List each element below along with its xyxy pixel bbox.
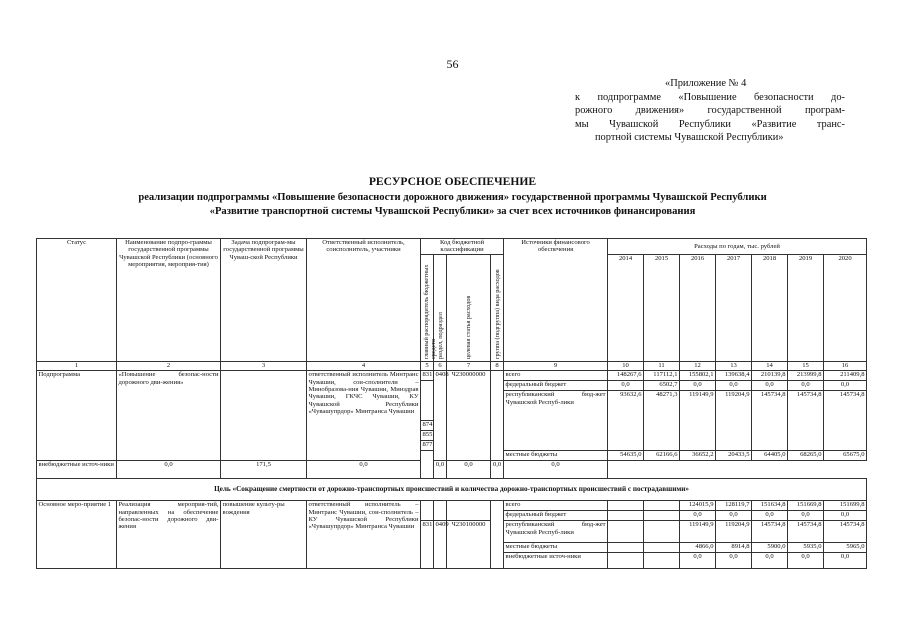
- source-label: внебюджетные источ-ники: [37, 461, 117, 479]
- code-grbs: 874: [421, 421, 434, 431]
- value-cell: 0,0: [824, 553, 867, 569]
- value-cell: [608, 521, 644, 543]
- code-grbs: 877: [421, 441, 434, 451]
- value-cell: 119149,9: [680, 521, 716, 543]
- code-grbs: 831: [421, 521, 434, 569]
- value-cell: 0,0: [716, 553, 752, 569]
- header-code-grbs: главный распорядитель бюджетных средств: [422, 264, 437, 359]
- resource-table: [36, 238, 867, 569]
- value-cell: 0,0: [491, 461, 504, 479]
- value-cell: 0,0: [788, 381, 824, 391]
- header-status: Статус: [37, 239, 117, 362]
- code-grbs: [421, 451, 434, 479]
- value-cell: 0,0: [752, 511, 788, 521]
- value-cell: 8914,8: [716, 543, 752, 553]
- document-subtitle: «Развитие транспортной системы Чувашской Республики» за счет всех источников финансирования: [209, 206, 696, 217]
- source-label: федеральный бюджет: [504, 511, 608, 521]
- row-name: Реализация мероприя-тий, направленных на обеспечение безопас-ности дорожного дви-жения: [117, 501, 221, 569]
- header-year: 2017: [716, 254, 752, 361]
- col-number: 2: [117, 362, 221, 371]
- value-cell: [608, 543, 644, 553]
- col-number: 13: [716, 362, 752, 371]
- source-label: республиканский бюд-жет Чувашской Респуб-лики: [504, 391, 608, 451]
- value-cell: 155802,1: [680, 371, 716, 381]
- col-number: 1: [37, 362, 117, 371]
- code-section: 0409: [434, 521, 447, 569]
- header-task: Задача подпрограм-мы государственной программы Чуваш-ской Республики: [221, 239, 307, 362]
- value-cell: 128119,7: [716, 501, 752, 511]
- value-cell: 64405,0: [752, 451, 788, 461]
- appendix-line: «Приложение № 4: [665, 78, 747, 89]
- goal-row: Цель «Сокращение смертности от дорожно-транспортных происшествий и количества дорожно-транспортных происшествий с пострадавшими»: [37, 479, 867, 501]
- value-cell: 0,0: [680, 553, 716, 569]
- value-cell: 48271,3: [644, 391, 680, 451]
- header-expenses: Расходы по годам, тыс. рублей: [608, 239, 867, 255]
- value-cell: 0,0: [434, 461, 447, 479]
- source-label: всего: [504, 371, 608, 381]
- source-label: внебюджетные источ-ники: [504, 553, 608, 569]
- value-cell: 20433,5: [716, 451, 752, 461]
- row-name: «Повышение безопас-ности дорожного дви-жения»: [117, 371, 221, 461]
- header-code-article: целевая статья расходов: [465, 295, 472, 359]
- header-year: 2014: [608, 254, 644, 361]
- value-cell: 6502,7: [644, 381, 680, 391]
- header-year: 2019: [788, 254, 824, 361]
- col-number: 16: [824, 362, 867, 371]
- code-article: Ч230000000: [447, 371, 491, 461]
- row-status: Основное меро-приятие 1: [37, 501, 117, 569]
- col-number: 12: [680, 362, 716, 371]
- value-cell: 4866,0: [680, 543, 716, 553]
- source-label: республиканский бюд-жет Чувашской Респуб-лики: [504, 521, 608, 543]
- code-grbs: [421, 501, 434, 521]
- value-cell: [608, 511, 644, 521]
- row-responsible: ответственный исполнитель – Минтранс Чувашии, сои-сполнитель – КУ Чувашской Республики «Чувашупрдор» Минтранса Чувашии: [307, 501, 421, 569]
- col-number: 11: [644, 362, 680, 371]
- value-cell: [644, 521, 680, 543]
- code-section: [434, 501, 447, 521]
- appendix-line: рожного движения» государственной програм-: [575, 105, 845, 117]
- document-title: РЕСУРСНОЕ ОБЕСПЕЧЕНИЕ: [368, 175, 537, 188]
- value-cell: 5900,0: [752, 543, 788, 553]
- value-cell: 145734,8: [788, 391, 824, 451]
- col-number: 8: [491, 362, 504, 371]
- value-cell: 145734,8: [824, 521, 867, 543]
- value-cell: [644, 511, 680, 521]
- value-cell: 145734,8: [824, 391, 867, 451]
- value-cell: [608, 553, 644, 569]
- header-name: Наименование подпро-граммы государственной программы Чувашской Республики (основного мероприятия, мероприя-тия): [117, 239, 221, 362]
- value-cell: 62166,6: [644, 451, 680, 461]
- value-cell: 119204,9: [716, 521, 752, 543]
- value-cell: [608, 501, 644, 511]
- value-cell: 0,0: [680, 381, 716, 391]
- header-code-group: группа (подгруппа) вида расходов: [493, 269, 501, 359]
- value-cell: 0,0: [504, 461, 608, 479]
- code-group: [491, 371, 504, 461]
- header-year: 2018: [752, 254, 788, 361]
- value-cell: [644, 501, 680, 511]
- header-year: 2015: [644, 254, 680, 361]
- value-cell: 145734,8: [752, 391, 788, 451]
- code-grbs: [421, 381, 434, 421]
- value-cell: 0,0: [117, 461, 221, 479]
- value-cell: [644, 543, 680, 553]
- appendix-line: к подпрограмме «Повышение безопасности до-: [575, 91, 845, 103]
- col-number: 3: [221, 362, 307, 371]
- source-label: местные бюджеты: [504, 451, 608, 461]
- row-task: повышение культу-ры вождения: [221, 501, 307, 569]
- value-cell: 0,0: [752, 381, 788, 391]
- value-cell: 0,0: [680, 511, 716, 521]
- page-number: 56: [446, 57, 459, 71]
- value-cell: 5965,0: [824, 543, 867, 553]
- value-cell: 151634,8: [752, 501, 788, 511]
- value-cell: 0,0: [824, 511, 867, 521]
- value-cell: 0,0: [447, 461, 491, 479]
- value-cell: 210139,8: [752, 371, 788, 381]
- value-cell: 0,0: [752, 553, 788, 569]
- header-responsible: Ответственный исполнитель, соисполнитель, участники: [307, 239, 421, 362]
- value-cell: 145734,8: [752, 521, 788, 543]
- value-cell: 36652,2: [680, 451, 716, 461]
- col-number: 14: [752, 362, 788, 371]
- row-status: Подпрограмма: [37, 371, 117, 461]
- value-cell: 5935,0: [788, 543, 824, 553]
- col-number: 9: [504, 362, 608, 371]
- code-group: [491, 501, 504, 569]
- value-cell: 171,5: [221, 461, 307, 479]
- value-cell: 124015,9: [680, 501, 716, 511]
- col-number: 4: [307, 362, 421, 371]
- source-label: федеральный бюджет: [504, 381, 608, 391]
- row-task: [221, 371, 307, 461]
- col-number: 15: [788, 362, 824, 371]
- value-cell: 119149,9: [680, 391, 716, 451]
- value-cell: 65675,0: [824, 451, 867, 461]
- value-cell: 0,0: [716, 511, 752, 521]
- header-sources: Источники финансового обеспечения: [504, 239, 608, 362]
- value-cell: 148267,6: [608, 371, 644, 381]
- source-label: всего: [504, 501, 608, 511]
- value-cell: 139638,4: [716, 371, 752, 381]
- code-article: Ч230100000: [447, 521, 491, 569]
- value-cell: 117112,1: [644, 371, 680, 381]
- value-cell: 0,0: [716, 381, 752, 391]
- header-year: 2020: [824, 254, 867, 361]
- code-section: 0408: [434, 371, 447, 461]
- appendix-header: [575, 77, 845, 145]
- col-number: 7: [447, 362, 491, 371]
- value-cell: 0,0: [788, 553, 824, 569]
- header-code-section: раздел, подраздел: [436, 312, 444, 359]
- value-cell: 119204,9: [716, 391, 752, 451]
- value-cell: 93632,6: [608, 391, 644, 451]
- code-grbs: 855: [421, 431, 434, 441]
- value-cell: 0,0: [608, 381, 644, 391]
- row-responsible: ответственный исполнитель Минтранс Чувашии, сои-сполнители – Минобразова-ния Чувашии, Минздрав Чувашии, ГКЧС Чувашии, КУ Чувашской Республики «Чувашупрдор» Минтранса Чувашии: [307, 371, 421, 461]
- value-cell: 151669,8: [788, 501, 824, 511]
- value-cell: 211409,8: [824, 371, 867, 381]
- value-cell: 68265,0: [788, 451, 824, 461]
- source-label: местные бюджеты: [504, 543, 608, 553]
- value-cell: 145734,8: [788, 521, 824, 543]
- col-number: 5: [421, 362, 434, 371]
- value-cell: 54635,0: [608, 451, 644, 461]
- appendix-line: мы Чувашской Республики «Развитие транс-: [575, 118, 845, 130]
- document-subtitle: реализации подпрограммы «Повышение безопасности дорожного движения» государственной программы Чувашской Республики: [138, 192, 767, 203]
- value-cell: 151699,8: [824, 501, 867, 511]
- code-grbs: 831: [421, 371, 434, 381]
- value-cell: 0,0: [307, 461, 421, 479]
- value-cell: 0,0: [824, 381, 867, 391]
- col-number: 6: [434, 362, 447, 371]
- header-year: 2016: [680, 254, 716, 361]
- value-cell: [644, 553, 680, 569]
- header-budget-code: Код бюджетной классификации: [421, 239, 504, 255]
- value-cell: 0,0: [788, 511, 824, 521]
- code-article: [447, 501, 491, 521]
- appendix-line: портной системы Чувашской Республики»: [595, 132, 784, 144]
- value-cell: 213999,8: [788, 371, 824, 381]
- col-number: 10: [608, 362, 644, 371]
